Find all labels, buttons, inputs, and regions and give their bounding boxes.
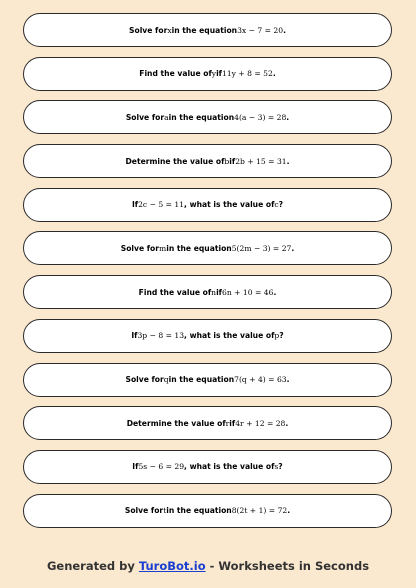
question-text: Solve for — [125, 112, 165, 122]
question-text: Solve for — [120, 243, 160, 253]
question-text: If — [131, 200, 139, 210]
math-variable: s — [274, 462, 279, 472]
question-5 — [23, 188, 392, 222]
footer-prefix: Generated by — [46, 559, 139, 573]
math-equation: 2c − 5 = 11 — [138, 200, 185, 210]
question-10 — [23, 406, 392, 440]
question-punctuation: . — [287, 506, 291, 516]
footer-suffix: - Worksheets in Seconds — [205, 559, 370, 573]
question-text: Determine the value of — [126, 418, 226, 428]
question-text: in the equation — [171, 25, 238, 35]
question-text: if — [229, 418, 236, 428]
question-punctuation: ? — [278, 200, 284, 210]
math-variable: c — [274, 200, 279, 210]
question-list — [23, 13, 392, 537]
question-text: , what is the value of — [184, 462, 275, 472]
question-7 — [23, 275, 392, 309]
question-text: , what is the value of — [184, 331, 275, 341]
question-3 — [23, 100, 392, 134]
question-text: If — [131, 331, 138, 341]
question-punctuation: . — [286, 112, 290, 122]
math-equation: 4(a − 3) = 28 — [234, 112, 287, 122]
question-punctuation: . — [286, 156, 290, 166]
footer — [0, 559, 416, 573]
math-equation: 4r + 12 = 28 — [235, 418, 286, 428]
math-variable: t — [163, 506, 167, 516]
question-punctuation: . — [273, 287, 277, 297]
math-equation: 8(2t + 1) = 72 — [231, 506, 288, 516]
math-variable: m — [159, 243, 167, 253]
math-equation: 5(2m − 3) = 27 — [231, 243, 292, 253]
math-equation: 2b + 15 = 31 — [235, 156, 287, 166]
math-equation: 5s − 6 = 29 — [138, 462, 185, 472]
question-11 — [23, 450, 392, 484]
math-variable: n — [211, 287, 217, 297]
question-text: Solve for — [124, 506, 164, 516]
question-punctuation: . — [272, 69, 276, 79]
math-variable: r — [225, 418, 230, 428]
question-text: Find the value of — [138, 287, 212, 297]
question-text: in the equation — [168, 375, 235, 384]
question-text: in the equation — [168, 112, 235, 122]
question-punctuation: . — [291, 243, 295, 253]
question-text: if — [229, 156, 236, 166]
question-8 — [23, 319, 392, 353]
question-punctuation: . — [283, 25, 286, 35]
math-variable: b — [224, 156, 230, 166]
question-text: Solve for — [129, 25, 168, 35]
turobot-link[interactable]: TuroBot.io — [138, 559, 206, 573]
question-text: If — [132, 462, 139, 472]
question-2 — [23, 57, 392, 91]
question-text: Solve for — [125, 375, 164, 384]
question-punctuation: ? — [279, 331, 284, 341]
math-variable: p — [274, 331, 280, 341]
math-variable: y — [211, 69, 217, 79]
question-1 — [23, 13, 392, 47]
math-equation: 11y + 8 = 52 — [222, 69, 273, 79]
question-text: Find the value of — [139, 69, 212, 79]
question-text: Determine the value of — [125, 156, 225, 166]
question-9 — [23, 363, 392, 397]
question-text: in the equation — [166, 243, 232, 253]
math-equation: 3x − 7 = 20 — [237, 25, 284, 35]
question-12 — [23, 494, 392, 528]
question-text: , what is the value of — [184, 200, 275, 210]
math-equation: 7(q + 4) = 63 — [234, 375, 287, 384]
question-text: in the equation — [166, 506, 232, 516]
math-equation: 6n + 10 = 46 — [222, 287, 274, 297]
question-text: if — [216, 69, 222, 79]
question-4 — [23, 144, 392, 178]
math-variable: q — [163, 375, 169, 384]
question-punctuation: ? — [278, 462, 283, 472]
question-punctuation: . — [285, 418, 289, 428]
question-punctuation: . — [286, 375, 290, 384]
question-6 — [23, 231, 392, 265]
math-equation: 3p − 8 = 13 — [137, 331, 185, 341]
math-variable: x — [167, 25, 172, 35]
math-variable: a — [164, 112, 169, 122]
question-text: if — [216, 287, 222, 297]
